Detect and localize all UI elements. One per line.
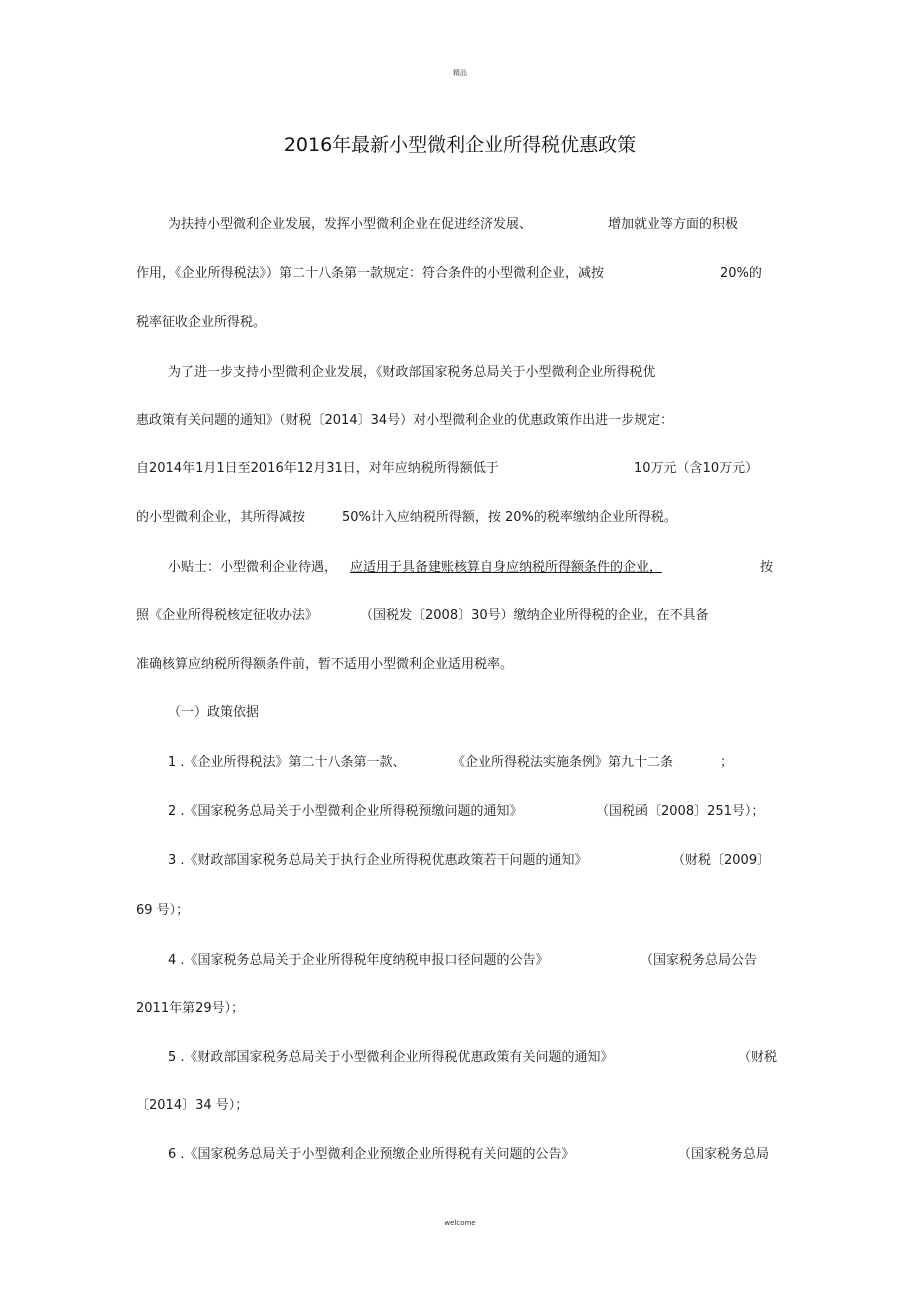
list-item-continuation [0, 999, 920, 1019]
list-item [0, 1145, 920, 1165]
text-segment: 4 .《国家税务总局关于企业所得税年度纳税申报口径问题的公告》 [168, 953, 549, 968]
text-segment: ； [720, 755, 734, 770]
text-segment: 3 .《财政部国家税务总局关于执行企业所得税优惠政策若干问题的通知》 [168, 853, 588, 868]
page-title: 2016年最新小型微利企业所得税优惠政策 [283, 134, 637, 156]
text-segment: 惠政策有关问题的通知》（财税〔2014〕34号）对小型微利企业的优惠政策作出进一步规定： [136, 413, 674, 428]
text-segment: 2011年第29号）； [136, 1001, 245, 1016]
text-segment: 5 .《财政部国家税务总局关于小型微利企业所得税优惠政策有关问题的通知》 [168, 1050, 614, 1065]
text-segment: 照《企业所得税核定征收办法》 [136, 608, 319, 623]
text-segment: 税率征收企业所得税。 [136, 315, 267, 330]
section-heading [0, 703, 920, 723]
text-segment: 为扶持小型微利企业发展，发挥小型微利企业在促进经济发展、 [168, 217, 533, 232]
list-item [0, 753, 920, 773]
paragraph-line [0, 215, 920, 235]
paragraph-line [0, 459, 920, 479]
text-segment: （财税〔2009〕 [672, 853, 771, 868]
text-segment: （国家税务总局 [678, 1147, 770, 1162]
text-segment: 按 [760, 560, 774, 575]
text-segment: （一）政策依据 [168, 705, 260, 720]
text-segment: 作用，《企业所得税法》）第二十八条第一款规定：符合条件的小型微利企业，减按 [136, 266, 605, 281]
page-footer: welcome [444, 1219, 476, 1227]
text-segment: 20%的 [720, 266, 762, 281]
list-item [0, 802, 920, 822]
text-segment: 自2014年1月1日至2016年12月31日，对年应纳税所得额低于 [136, 461, 499, 476]
text-segment: （国税发〔2008〕30号）缴纳企业所得税的企业，在不具备 [360, 608, 709, 623]
text-segment: 1 .《企业所得税法》第二十八条第一款、 [168, 755, 406, 770]
list-item [0, 1048, 920, 1068]
text-segment: 2 .《国家税务总局关于小型微利企业所得税预缴问题的通知》 [168, 804, 523, 819]
list-item-continuation [0, 901, 920, 921]
underlined-text: 应适用于具备建账核算自身应纳税所得额条件的企业， [350, 560, 663, 575]
list-item [0, 851, 920, 871]
paragraph-line [0, 411, 920, 431]
text-segment: 增加就业等方面的积极 [608, 217, 739, 232]
text-segment: （国家税务总局公告 [640, 953, 758, 968]
list-item-continuation [0, 1096, 920, 1116]
text-segment: 6 .《国家税务总局关于小型微利企业预缴企业所得税有关问题的公告》 [168, 1147, 575, 1162]
paragraph-line [0, 606, 920, 626]
text-segment: 50%计入应纳税所得额，按 20%的税率缴纳企业所得税。 [342, 510, 677, 525]
list-item [0, 951, 920, 971]
text-segment: 的小型微利企业，其所得减按 [136, 510, 306, 525]
text-segment: 为了进一步支持小型微利企业发展，《财政部国家税务总局关于小型微利企业所得税优 [168, 365, 656, 380]
text-segment: 准确核算应纳税所得额条件前，暂不适用小型微利企业适用税率。 [136, 657, 514, 672]
paragraph-line [0, 558, 920, 578]
paragraph-line [0, 313, 920, 333]
text-segment: 〔2014〕34 号）； [136, 1098, 249, 1113]
text-segment: 小贴士：小型微利企业待遇， [168, 560, 338, 575]
text-segment: （国税函〔2008〕251号）； [596, 804, 765, 819]
text-segment: 10万元（含10万元） [634, 461, 759, 476]
text-segment: 69 号）； [136, 903, 190, 918]
paragraph-line [0, 508, 920, 528]
paragraph-line [0, 655, 920, 675]
page-header: 精品 [453, 69, 467, 77]
text-segment: 《企业所得税法实施条例》第九十二条 [452, 755, 674, 770]
text-segment: （财税 [738, 1050, 778, 1065]
paragraph-line [0, 264, 920, 284]
paragraph-line [0, 363, 920, 383]
